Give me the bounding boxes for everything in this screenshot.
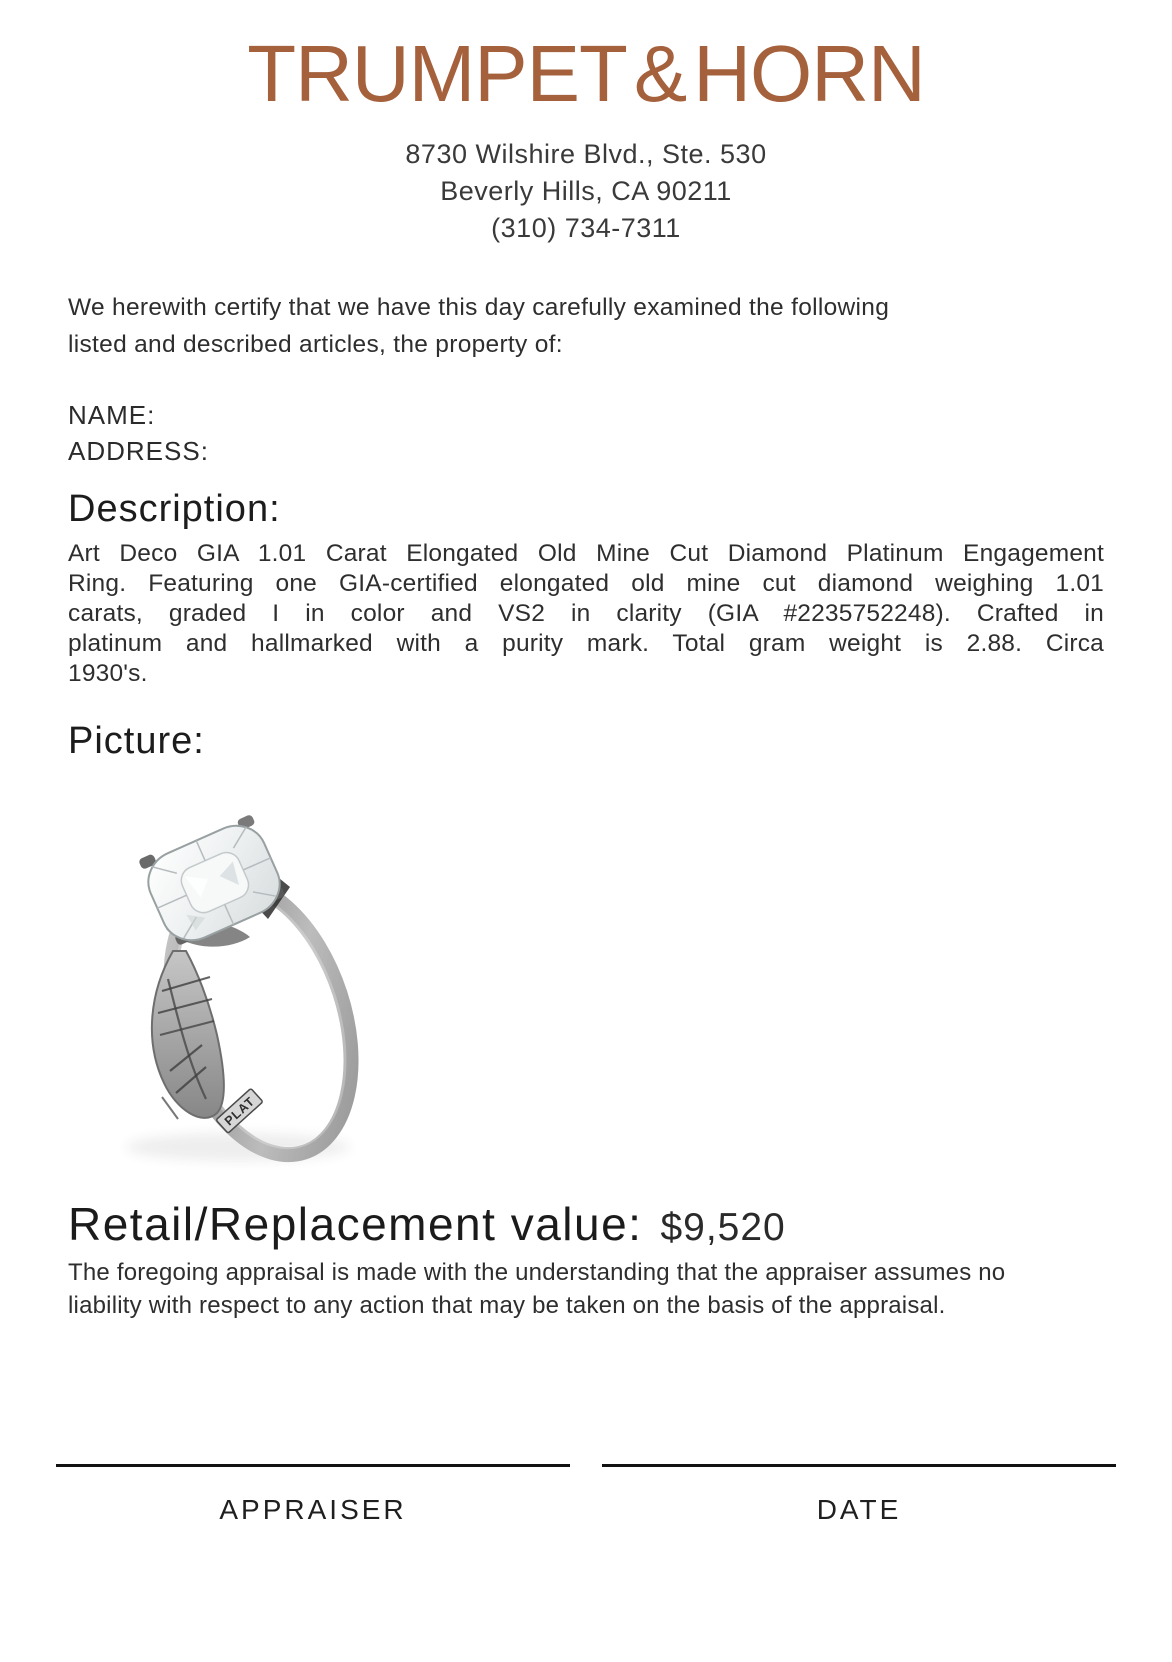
brand-logo xyxy=(68,0,1104,118)
date-label: DATE xyxy=(816,1494,902,1525)
certification-line-1: We herewith certify that we have this day carefully examined the following xyxy=(68,294,890,321)
description-line-5: 1930's. xyxy=(68,660,148,687)
brand-logo-ampersand: & xyxy=(633,29,687,118)
ring-hallmark-text: PLAT xyxy=(221,1094,258,1129)
valuation-disclaimer xyxy=(68,1256,1104,1322)
valuation-row xyxy=(68,1197,1104,1251)
owner-name-label: NAME: xyxy=(68,400,156,430)
picture-heading: Picture: xyxy=(68,720,205,762)
date-signature-line xyxy=(602,1464,1116,1467)
brand-logo-part2: HORN xyxy=(693,29,925,118)
owner-block xyxy=(68,397,1104,469)
address-line-2: Beverly Hills, CA 90211 xyxy=(440,176,732,206)
diamond-stone xyxy=(136,810,289,950)
description-line-2: Ring. Featuring one GIA-certified elongated old mine cut diamond weighing 1.01 xyxy=(68,570,1104,597)
description-line-1: Art Deco GIA 1.01 Carat Elongated Old Mine Cut Diamond Platinum Engagement xyxy=(68,540,1104,567)
brand-logo-part1: TRUMPET xyxy=(247,29,627,118)
ring-shoulder-engraving xyxy=(152,951,224,1119)
address-line-1: 8730 Wilshire Blvd., Ste. 530 xyxy=(405,139,767,169)
description-line-4: platinum and hallmarked with a purity mark. Total gram weight is 2.88. Circa xyxy=(68,630,1104,657)
description-heading: Description: xyxy=(68,488,281,530)
disclaimer-line-2: liability with respect to any action that may be taken on the basis of the appraisal. xyxy=(68,1292,946,1319)
ring-illustration xyxy=(118,779,388,1171)
certification-paragraph xyxy=(68,289,1104,363)
description-paragraph xyxy=(68,539,1104,689)
brand-address xyxy=(68,136,1104,247)
appraiser-label: APPRAISER xyxy=(219,1494,407,1525)
appraiser-signature-line xyxy=(56,1464,570,1467)
disclaimer-line-1: The foregoing appraisal is made with the understanding that the appraiser assumes no xyxy=(68,1259,1006,1286)
certification-line-2: listed and described articles, the property of: xyxy=(68,331,563,358)
valuation-amount: $9,520 xyxy=(660,1206,786,1249)
owner-address-label: ADDRESS: xyxy=(68,436,209,466)
valuation-label: Retail/Replacement value: xyxy=(68,1198,643,1250)
phone-number: (310) 734-7311 xyxy=(491,213,681,243)
description-line-3: carats, graded I in color and VS2 in clarity (GIA #2235752248). Crafted in xyxy=(68,600,1104,627)
ring-photo xyxy=(118,779,388,1171)
